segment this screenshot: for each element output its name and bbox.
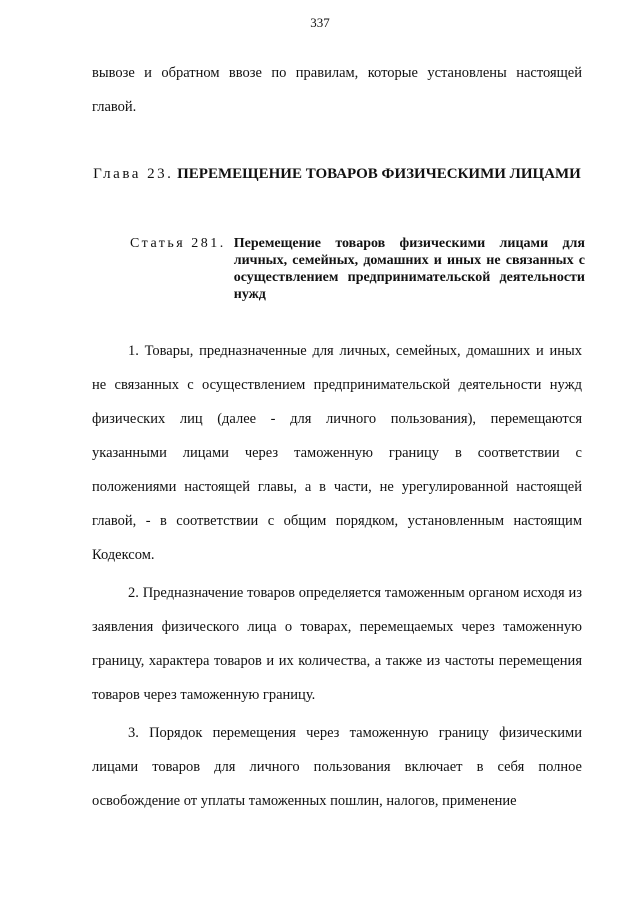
- chapter-heading: [92, 164, 582, 185]
- chapter-title: ПЕРЕМЕЩЕНИЕ ТОВАРОВ ФИЗИЧЕСКИМИ ЛИЦАМИ: [177, 166, 581, 182]
- article-title: Перемещение товаров физическими лицами для личных, семейных, домашних и иных не связанных с осуществлением предпринимательской деятельности нужд: [233, 236, 585, 302]
- paragraph-2-block: [92, 576, 582, 712]
- page-number: 337: [310, 15, 330, 30]
- paragraph-3: 3. Порядок перемещения через таможенную границу физическими лицами товаров для личного пользования включает в себя полное освобождение от уплаты таможенных пошлин, налогов, применение: [92, 725, 582, 809]
- paragraph-3-block: [92, 716, 582, 818]
- continuation-text-block: [92, 56, 582, 124]
- paragraph-1: 1. Товары, предназначенные для личных, семейных, домашних и иных не связанных с осуществлением предпринимательской деятельности нужд физических лиц (далее - для личного пользования), перемещаются указанными лицами через таможенную границу в соответствии с положениями настоящей главы, а в части, не урегулированной настоящей главой, - в соответствии с общим порядком, установленным настоящим Кодексом.: [92, 343, 582, 563]
- continuation-paragraph: вывозе и обратном ввозе по правилам, которые установлены настоящей главой.: [92, 65, 582, 115]
- paragraph-2: 2. Предназначение товаров определяется таможенным органом исходя из заявления физического лица о товарах, перемещаемых через таможенную границу, характера товаров и их количества, а также из частоты перемещения товаров через таможенную границу.: [92, 585, 582, 703]
- article-label: Статья 281.: [130, 236, 226, 251]
- paragraph-1-block: [92, 334, 582, 572]
- chapter-label: Глава 23.: [93, 166, 174, 182]
- article-heading: [130, 235, 585, 303]
